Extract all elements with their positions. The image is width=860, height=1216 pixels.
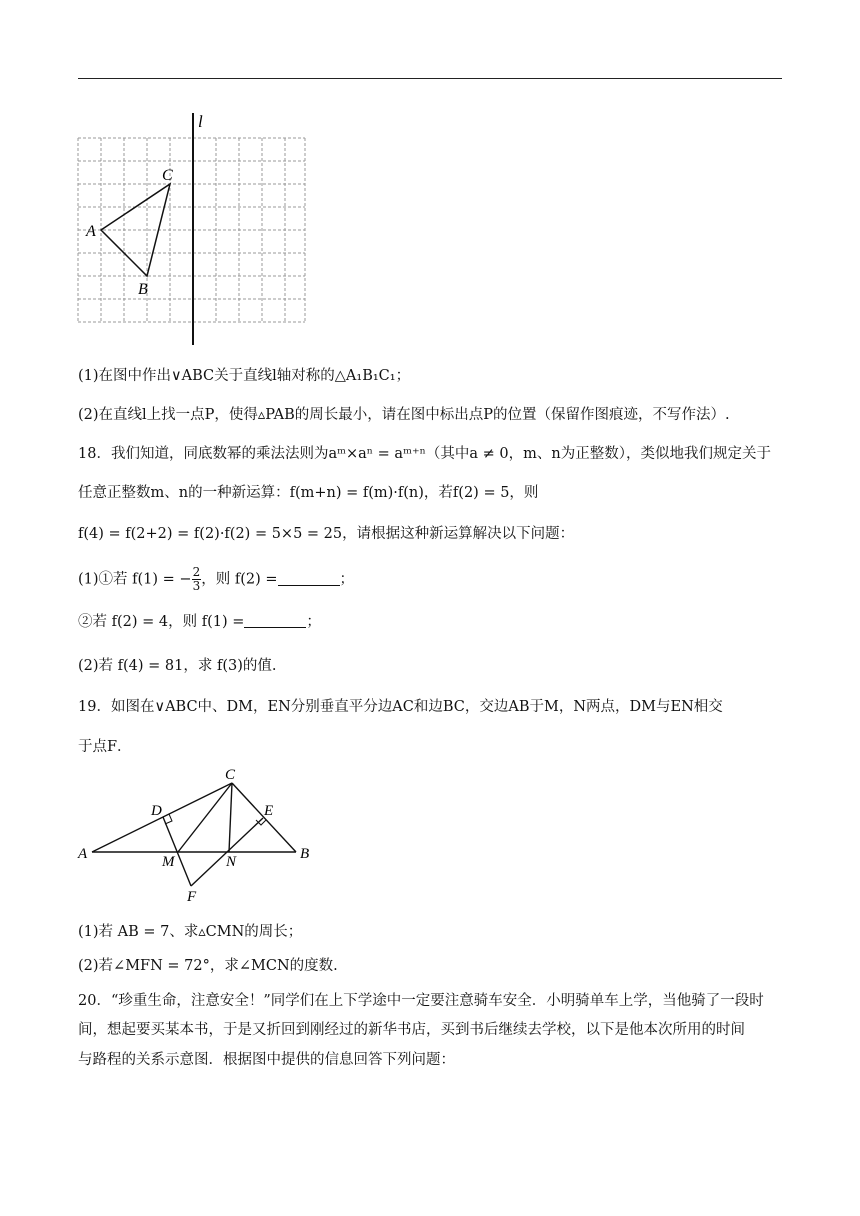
q19-part2: (2)若∠MFN = 72°，求∠MCN的度数.	[78, 958, 338, 974]
q18-part1a-suffix: ，则 f(2) =	[201, 571, 278, 588]
header-rule	[78, 78, 782, 79]
q20-line3: 与路程的关系示意图．根据图中提供的信息回答下列问题：	[78, 1052, 455, 1068]
fraction-numerator: 2	[192, 565, 201, 579]
right-angle-marks	[165, 814, 266, 825]
point-label-m: M	[162, 854, 175, 870]
point-label-a: A	[86, 223, 96, 240]
line-label-l: l	[198, 112, 203, 131]
q19-line1: 19．如图在∨ABC中、DM，EN分别垂直平分边AC和边BC，交边AB于M，N两点，DM与EN相交	[78, 699, 723, 715]
answer-blank-1[interactable]	[278, 571, 340, 586]
q18-part1b-end: ；	[306, 614, 321, 630]
q18-part2: (2)若 f(4) = 81，求 f(3)的值.	[78, 658, 277, 674]
point-label-c: C	[225, 767, 236, 783]
q18-line2: 任意正整数m、n的一种新运算：f(m+n) = f(m)·f(n)，若f(2) = 5，则	[78, 485, 539, 501]
q17-part1: (1)在图中作出∨ABC关于直线l轴对称的△A₁B₁C₁；	[78, 368, 411, 384]
q18-line1: 18．我们知道，同底数幂的乘法法则为aᵐ×aⁿ = aᵐ⁺ⁿ（其中a ≠ 0，m、n为正整数），类似地我们规定关于	[78, 446, 771, 462]
fraction-denominator: 3	[192, 579, 201, 593]
point-label-b: B	[300, 846, 310, 862]
point-label-f: F	[187, 889, 197, 905]
q18-line3: f(4) = f(2+2) = f(2)·f(2) = 5×5 = 25，请根据这种新运算解决以下问题：	[78, 526, 575, 542]
q18-part1b	[78, 612, 321, 632]
grid-lines	[78, 138, 305, 322]
figure-lines	[92, 783, 296, 886]
q20-line2: 间，想起要买某本书，于是又折回到刚经过的新华书店，买到书后继续去学校，以下是他本次所用的时间	[78, 1022, 745, 1038]
q19-part1: (1)若 AB = 7、求▵CMN的周长；	[78, 924, 303, 940]
point-label-e: E	[264, 803, 274, 819]
point-label-d: D	[151, 803, 162, 819]
point-label-n: N	[226, 854, 237, 870]
q19-line2: 于点F．	[78, 739, 132, 755]
answer-blank-2[interactable]	[244, 613, 306, 628]
q20-line1: 20．“珍重生命，注意安全！”同学们在上下学途中一定要注意骑车安全．小明骑单车上学，当他骑了一段时	[78, 993, 764, 1009]
q18-part1a-end: ；	[339, 571, 354, 588]
fraction	[192, 566, 202, 593]
q18-part1a	[78, 566, 354, 593]
q18-part1a-prefix: (1)①若 f(1) = −	[78, 571, 192, 588]
bisector-figure	[70, 760, 330, 910]
point-label-a: A	[78, 846, 88, 862]
point-label-b: B	[138, 281, 148, 298]
grid-triangle-figure	[70, 100, 320, 350]
q18-part1b-prefix: ②若 f(2) = 4，则 f(1) =	[78, 614, 245, 630]
q17-part2: (2)在直线l上找一点P，使得▵PAB的周长最小，请在图中标出点P的位置（保留作图痕迹，不写作法）.	[78, 407, 730, 423]
point-label-c: C	[162, 167, 173, 184]
